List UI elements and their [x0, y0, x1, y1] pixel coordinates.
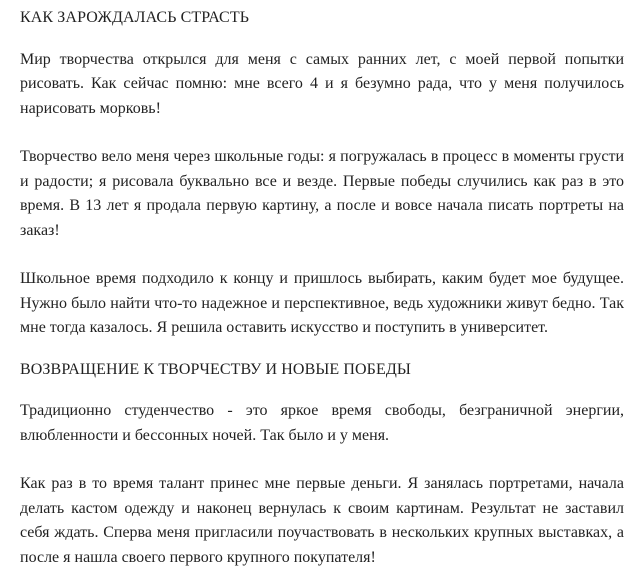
section-heading-passion: КАК ЗАРОЖДАЛАСЬ СТРАСТЬ [20, 9, 249, 26]
paragraph-school-years: Творчество вело меня через школьные годы: я погружалась в процесс в моменты грусти и радости; я рисовала буквально все и везде. Первые победы случились как раз в это время. В 13 лет я продала первую картину, а после и вовсе начала писать портреты на заказ! [20, 148, 624, 239]
paragraph-choosing-future: Школьное время подходило к концу и пришлось выбирать, каким будет мое будущее. Нужно было найти что-то надежное и перспективное, ведь художники живут бедно. Так мне тогда казалось. Я решила оставить искусство и поступить в университет. [20, 270, 624, 336]
section-heading-return: ВОЗВРАЩЕНИЕ К ТВОРЧЕСТВУ И НОВЫЕ ПОБЕДЫ [20, 360, 411, 378]
paragraph-first-money: Как раз в то время талант принес мне первые деньги. Я занялась портретами, начала делать кастом одежду и наконец вернулась к своим картинам. Результат не заставил себя ждать. Сперва меня пригласили поучаствовать в нескольких крупных выставках, а после я нашла своего первого крупного покупателя! [20, 475, 624, 566]
spacer [20, 382, 624, 399]
paragraph-student-years: Традиционно студенчество - это яркое время свободы, безграничной энергии, влюбленности и бессонных ночей. Так было и у меня. [20, 402, 624, 444]
spacer [20, 243, 624, 267]
spacer [20, 121, 624, 145]
paragraph-first-drawing: Мир творчества открылся для меня с самых ранних лет, с моей первой попытки рисовать. Как сейчас помню: мне всего 4 и я безумно рада, что у меня получилось нарисовать морковь! [20, 50, 624, 117]
spacer [20, 31, 624, 48]
spacer [20, 341, 624, 358]
spacer [20, 448, 624, 472]
